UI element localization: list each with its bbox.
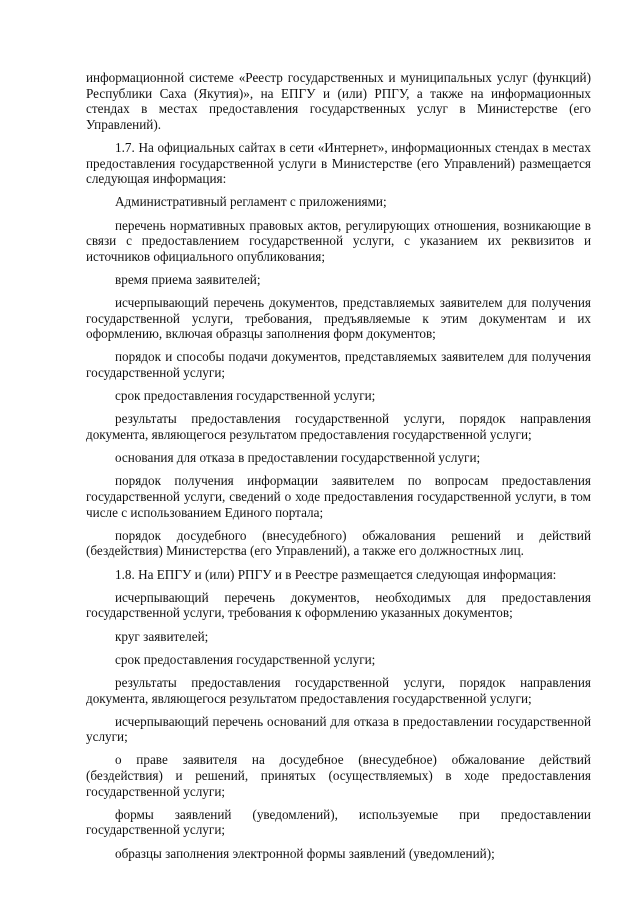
paragraph-1-7: 1.7. На официальных сайтах в сети «Интернет», информационных стендах в местах предоставления государственной услуги в Министерстве (его Управлений) размещается следующая информация: [86,139,591,187]
paragraph-continuation: информационной системе «Реестр государственных и муниципальных услуг (функций) Республики Саха (Якутия)», на ЕПГУ и (или) РПГУ, а также на информационных стендах в местах предоставления государственных услуг в Министерстве (его Управлений). [86,70,591,132]
list-item: исчерпывающий перечень документов, представляемых заявителем для получения государственной услуги, требования, предъявляемые к этим документам и их оформлению, включая образцы заполнения форм документов; [86,295,591,342]
list-item: срок предоставления государственной услуги; [115,388,376,404]
list-item: круг заявителей; [115,628,209,644]
list-item: порядок досудебного (внесудебного) обжалования решений и действий (бездействия) Министерства (его Управлений), а также его должностных лиц. [86,527,591,559]
list-item: основания для отказа в предоставлении государственной услуги; [115,450,481,466]
list-item: время приема заявителей; [115,271,261,287]
list-item: срок предоставления государственной услуги; [115,651,376,667]
list-item: порядок получения информации заявителем по вопросам предоставления государственной услуги, сведений о ходе предоставления государственной услуги, в том числе с использованием Единого портала; [86,473,591,520]
list-item: исчерпывающий перечень документов, необходимых для предоставления государственной услуги, требования к оформлению указанных документов; [86,589,591,621]
paragraph-1-8: 1.8. На ЕПГУ и (или) РПГУ и в Реестре размещается следующая информация: [115,566,557,582]
list-item: о праве заявителя на досудебное (внесудебное) обжалование действий (бездействия) и решений, принятых (осуществляемых) в ходе предоставления государственной услуги; [86,752,591,799]
list-item: порядок и способы подачи документов, представляемых заявителем для получения государственной услуги; [86,349,591,381]
list-item: формы заявлений (уведомлений), используемые при предоставлении государственной услуги; [86,806,591,838]
list-item: перечень нормативных правовых актов, регулирующих отношения, возникающие в связи с предоставлением государственной услуги, с указанием их реквизитов и источников официального опубликования; [86,217,591,264]
list-item: результаты предоставления государственной услуги, порядок направления документа, являющегося результатом предоставления государственной услуги; [86,411,591,443]
document-page [86,70,591,869]
list-item: результаты предоставления государственной услуги, порядок направления документа, являющегося результатом предоставления государственной услуги; [86,674,591,706]
list-item: Административный регламент с приложениями; [115,194,387,210]
list-item: исчерпывающий перечень оснований для отказа в предоставлении государственной услуги; [86,713,591,745]
list-item: образцы заполнения электронной формы заявлений (уведомлений); [115,845,495,861]
